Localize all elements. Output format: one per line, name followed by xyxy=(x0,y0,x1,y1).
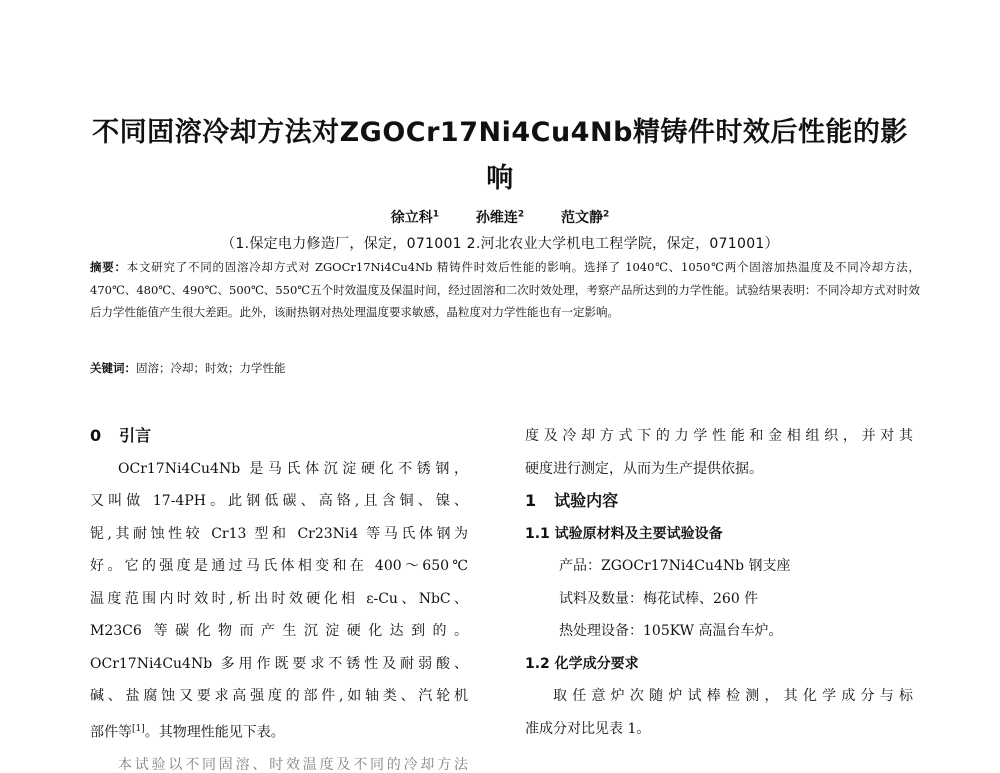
section-heading-experiment xyxy=(525,485,913,518)
text-line: 取任意炉次随炉试棒检测，其化学成分与标 xyxy=(553,688,913,704)
text-line: 好。它的强度是通过马氏体相变和在 400～650℃ xyxy=(90,558,468,574)
author-1 xyxy=(391,210,439,226)
text-fragment: 。其物理性能见下表。 xyxy=(144,724,285,741)
abstract-text: 本文研究了不同的固溶冷却方式对 ZGOCr17Ni4Cu4Nb 精铸件时效后性能的影响。选择了 1040℃、1050℃两个固溶加热温度及不同冷却方法，470℃、480℃、490℃、500℃、550℃五个时效温度及保温时间，经过固溶和二次时效处理，考察产品所达到的力学性能。试验结果表明：不同冷却方式对时效后力学性能值产生很大差距。此外，该耐热钢对热处理温度要求敏感，晶粒度对力学性能也有一定影响。 xyxy=(90,260,920,319)
author-affil-mark: 2 xyxy=(603,209,610,220)
text-line: 硬度进行测定，从而为生产提供依据。 xyxy=(525,460,763,477)
section-number: 0 xyxy=(90,426,102,445)
text-line xyxy=(90,713,468,749)
text-line: 准成分对比见表 1。 xyxy=(525,720,651,737)
author-affil-mark: 1 xyxy=(432,209,439,220)
text-line-cut: 本试验以不同固溶、时效温度及不同的冷却方法 xyxy=(118,756,468,773)
abstract-label: 摘要： xyxy=(90,260,127,274)
paper-title xyxy=(60,110,940,202)
keywords-label: 关键词： xyxy=(90,361,136,375)
author-name: 范文静 xyxy=(561,210,603,226)
citation-ref: [1] xyxy=(132,723,145,734)
list-item: 产品：ZGOCr17Ni4Cu4Nb 钢支座 xyxy=(559,558,791,574)
right-column xyxy=(525,420,913,745)
text-line: 又叫做 17-4PH。此钢低碳、高铬,且含铜、镍、 xyxy=(90,493,468,509)
author-name: 孙维连 xyxy=(475,210,518,226)
text-line: M23C6 等碳化物而产生沉淀硬化达到的。 xyxy=(90,623,468,639)
text-line: 温度范围内时效时,析出时效硬化相 ε-Cu、NbC、 xyxy=(90,590,468,607)
section-title: 试验内容 xyxy=(554,491,619,510)
section-heading-introduction xyxy=(90,420,468,453)
subsection-heading-materials: 1.1 试验原材料及主要试验设备 xyxy=(525,525,723,542)
text-line: OCr17Ni4Cu4Nb 是马氏体沉淀硬化不锈钢， xyxy=(118,460,468,477)
author-2 xyxy=(476,210,524,226)
keywords xyxy=(90,360,920,376)
text-line: 度及冷却方式下的力学性能和金相组织，并对其 xyxy=(525,428,913,444)
affiliation: （1.保定电力修造厂，保定，071001 2.河北农业大学机电工程学院，保定，071001） xyxy=(221,236,779,252)
keywords-text: 固溶；冷却；时效；力学性能 xyxy=(136,361,286,375)
list-item: 试料及数量：梅花试棒、260 件 xyxy=(559,590,759,607)
left-column xyxy=(90,420,468,773)
text-line: 铌,其耐蚀性较 Cr13 型和 Cr23Ni4 等马氏体钢为 xyxy=(90,525,468,542)
text-line: 碱、盐腐蚀又要求高强度的部件,如轴类、汽轮机 xyxy=(90,688,468,704)
author-name: 徐立科 xyxy=(390,210,433,226)
introduction-paragraph xyxy=(90,453,468,773)
text-line: OCr17Ni4Cu4Nb 多用作既要求不锈性及耐弱酸、 xyxy=(90,655,468,672)
text-fragment: 部件等 xyxy=(90,724,132,741)
author-3 xyxy=(561,210,609,226)
list-item: 热处理设备：105KW 高温台车炉。 xyxy=(559,623,783,639)
section-title: 引言 xyxy=(119,426,152,445)
paper-title-line-2: 响 xyxy=(486,163,514,194)
paper-title-line-1: 不同固溶冷却方法对ZGOCr17Ni4Cu4Nb精铸件时效后性能的影 xyxy=(92,117,908,148)
subsection-heading-composition: 1.2 化学成分要求 xyxy=(525,655,639,672)
abstract xyxy=(90,256,920,324)
author-list xyxy=(0,207,1000,227)
section-number: 1 xyxy=(525,491,537,510)
author-affil-mark: 2 xyxy=(517,209,525,220)
